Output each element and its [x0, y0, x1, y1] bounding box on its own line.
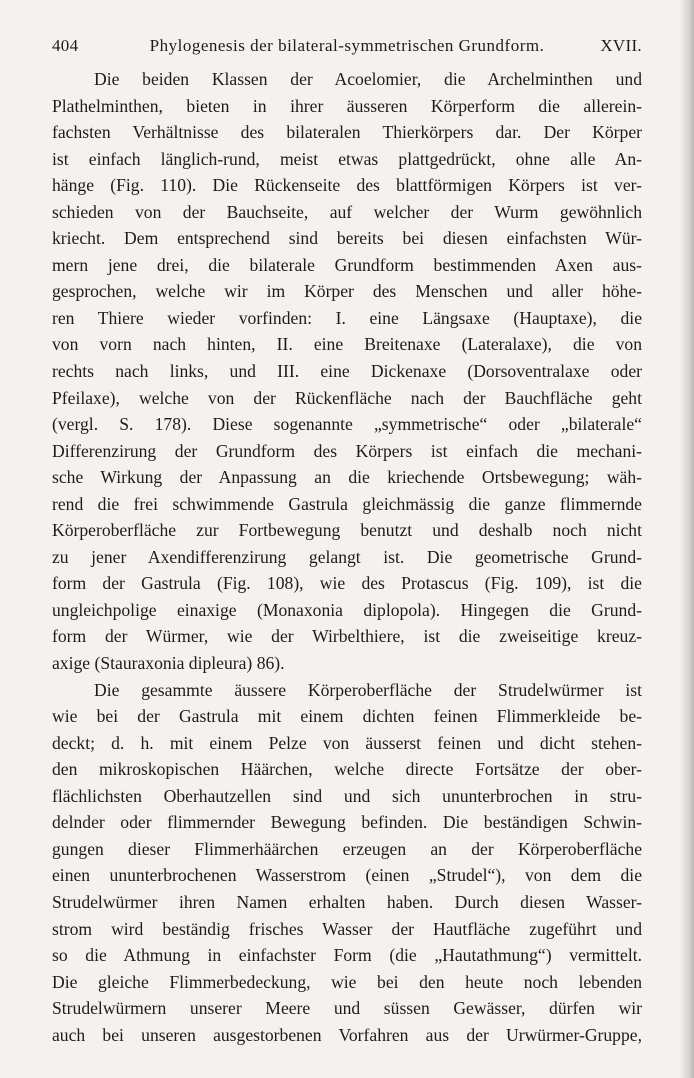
text-line: den mikroskopischen Häärchen, welche directe Fortsätze der ober- — [52, 759, 642, 780]
running-title: Phylogenesis der bilateral-symmetrischen Grundform. — [149, 36, 545, 55]
text-line: kriecht. Dem entsprechend sind bereits bei diesen einfachsten Wür- — [52, 228, 642, 249]
text-line: mern jene drei, die bilaterale Grundform bestimmenden Axen aus- — [52, 254, 642, 275]
page-number: 404 — [52, 36, 79, 55]
text-line: deckt; d. h. mit einem Pelze von äusserst feinen und dicht stehen- — [52, 732, 642, 753]
text-line: wie bei der Gastrula mit einem dichten feinen Flimmerkleide be- — [52, 706, 642, 727]
text-line: hänge (Fig. 110). Die Rückenseite des blattförmigen Körpers ist ver- — [52, 175, 642, 196]
text-line: Die gleiche Flimmerbedeckung, wie bei den heute noch lebenden — [52, 971, 642, 992]
text-line: Pfeilaxe), welche von der Rückenfläche nach der Bauchfläche geht — [52, 387, 642, 408]
text-line: ren Thiere wieder vorfinden: I. eine Längsaxe (Hauptaxe), die — [52, 307, 642, 328]
text-line: schieden von der Bauchseite, auf welcher der Wurm gewöhnlich — [52, 201, 642, 222]
text-line: von vorn nach hinten, II. eine Breitenaxe (Lateralaxe), die von — [52, 334, 642, 355]
text-line: Plathelminthen, bieten in ihrer äusseren Körperform die allerein- — [52, 95, 642, 116]
text-line: form der Gastrula (Fig. 108), wie des Protascus (Fig. 109), ist die — [52, 573, 642, 594]
text-line: Körperoberfläche zur Fortbewegung benutzt und deshalb noch nicht — [52, 520, 642, 541]
text-line: einen ununterbrochenen Wasserstrom (einen „Strudel“), von dem die — [52, 865, 642, 886]
text-line: rechts nach links, und III. eine Dickenaxe (Dorsoventralaxe oder — [52, 361, 642, 382]
text-line: form der Würmer, wie der Wirbelthiere, ist die zweiseitige kreuz- — [52, 626, 642, 647]
text-line: axige (Stauraxonia dipleura) 86). — [52, 653, 285, 674]
text-line: (vergl. S. 178). Diese sogenannte „symmetrische“ oder „bilaterale“ — [52, 414, 642, 435]
text-line: ungleichpolige einaxige (Monaxonia diplopola). Hingegen die Grund- — [52, 599, 642, 620]
text-line: flächlichsten Oberhautzellen sind und sich ununterbrochen in stru- — [52, 785, 642, 806]
text-line: ist einfach länglich-rund, meist etwas plattgedrückt, ohne alle An- — [52, 148, 642, 169]
running-header — [52, 36, 642, 56]
chapter-number: XVII. — [600, 36, 642, 55]
text-line: Strudelwürmer ihren Namen erhalten haben. Durch diesen Wasser- — [52, 891, 642, 912]
text-line: strom wird beständig frisches Wasser der Hautfläche zugeführt und — [52, 918, 642, 939]
body-text — [52, 66, 642, 1048]
text-line: Die gesammte äussere Körperoberfläche der Strudelwürmer ist — [94, 679, 642, 700]
book-page — [52, 36, 642, 1048]
text-line: delnder oder flimmernder Bewegung befinden. Die beständigen Schwin- — [52, 812, 642, 833]
text-line: auch bei unseren ausgestorbenen Vorfahren aus der Urwürmer-Gruppe, — [52, 1024, 642, 1045]
text-line: Differenzirung der Grundform des Körpers ist einfach die mechani- — [52, 440, 642, 461]
text-line: Die beiden Klassen der Acoelomier, die Archelminthen und — [94, 69, 642, 89]
page-edge-shadow — [680, 0, 694, 1078]
text-line: fachsten Verhältnisse des bilateralen Thierkörpers dar. Der Körper — [52, 122, 642, 143]
text-line: gesprochen, welche wir im Körper des Menschen und aller höhe- — [52, 281, 642, 302]
text-line: rend die frei schwimmende Gastrula gleichmässig die ganze flimmernde — [52, 493, 642, 514]
text-line: sche Wirkung der Anpassung an die kriechende Ortsbewegung; wäh- — [52, 467, 642, 488]
text-line: gungen dieser Flimmerhäärchen erzeugen an der Körperoberfläche — [52, 838, 642, 859]
text-line: so die Athmung in einfachster Form (die „Hautathmung“) vermittelt. — [52, 945, 642, 966]
text-line: zu jener Axendifferenzirung gelangt ist. Die geometrische Grund- — [52, 546, 642, 567]
text-line: Strudelwürmern unserer Meere und süssen Gewässer, dürfen wir — [52, 998, 642, 1019]
